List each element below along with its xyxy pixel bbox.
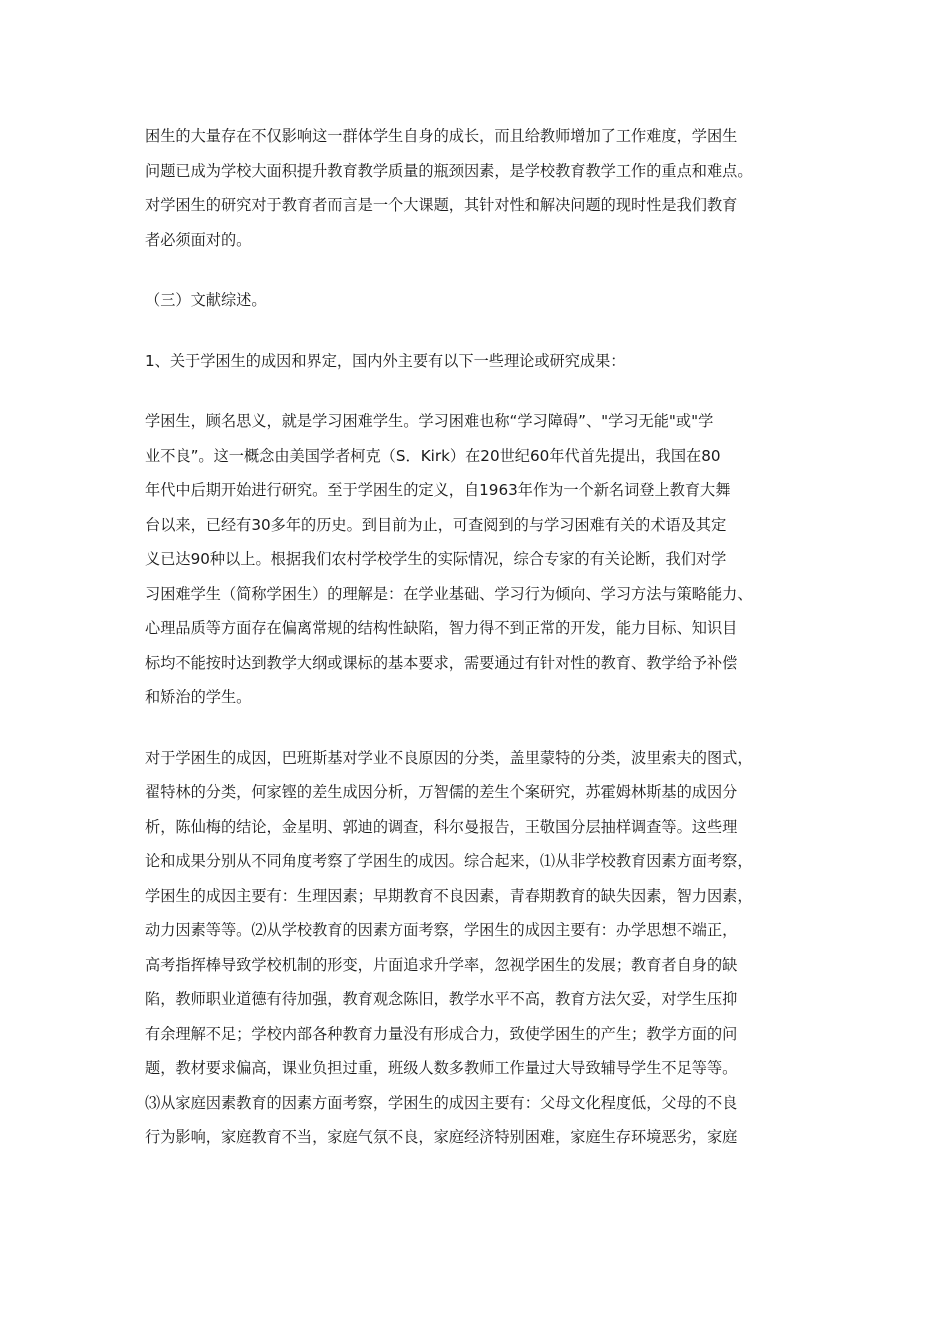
text-line: （三）文献综述。: [145, 291, 267, 309]
text-line: 问题已成为学校大面积提升教育教学质量的瓶颈因素，是学校教育教学工作的重点和难点。: [145, 161, 753, 180]
text-line: 对学困生的研究对于教育者而言是一个大课题，其针对性和解决问题的现时性是我们教育: [145, 196, 738, 214]
text-line: 论和成果分别从不同角度考察了学困生的成因。综合起来，⑴从非学校教育因素方面考察，: [145, 852, 753, 870]
paragraph: [145, 283, 807, 318]
text-line: 翟特林的分类，何家铿的差生成因分析，万智儒的差生个案研究，苏霍姆林斯基的成因分: [145, 783, 738, 801]
text-line: 学困生的成因主要有：生理因素；早期教育不良因素，青春期教育的缺失因素，智力因素，: [145, 886, 753, 905]
text-line: 义已达90种以上。根据我们农村学校学生的实际情况，综合专家的有关论断，我们对学: [145, 550, 727, 568]
text-line: 陷，教师职业道德有待加强，教育观念陈旧，教学水平不高，教育方法欠妥，对学生压抑: [145, 990, 738, 1008]
text-line: ⑶从家庭因素教育的因素方面考察，学困生的成因主要有：父母文化程度低，父母的不良: [145, 1093, 738, 1112]
text-line: 习困难学生（简称学困生）的理解是：在学业基础、学习行为倾向、学习方法与策略能力、: [145, 584, 753, 603]
paragraph: [145, 119, 807, 257]
text-line: 台以来，已经有30多年的历史。到目前为止，可查阅到的与学习困难有关的术语及其定: [145, 515, 727, 534]
text-line: 年代中后期开始进行研究。至于学困生的定义，自1963年作为一个新名词登上教育大舞: [145, 481, 731, 499]
text-line: 学困生，顾名思义，就是学习困难学生。学习困难也称“学习障碍”、"学习无能"或"学: [145, 412, 714, 430]
text-line: 行为影响，家庭教育不当，家庭气氛不良，家庭经济特别困难，家庭生存环境恶劣，家庭: [145, 1128, 738, 1146]
document-page: [145, 119, 807, 1181]
paragraph: [145, 344, 807, 379]
text-line: 析，陈仙梅的结论，金星明、郭迪的调查，科尔曼报告，王敬国分层抽样调查等。这些理: [145, 817, 738, 836]
text-line: 高考指挥棒导致学校机制的形变，片面追求升学率，忽视学困生的发展；教育者自身的缺: [145, 955, 738, 974]
text-line: 题，教材要求偏高，课业负担过重，班级人数多教师工作量过大导致辅导学生不足等等。: [145, 1059, 738, 1077]
text-line: 业不良”。这一概念由美国学者柯克（S．Kirk）在20世纪60年代首先提出，我国在80: [145, 446, 721, 465]
text-line: 心理品质等方面存在偏离常规的结构性缺陷，智力得不到正常的开发，能力目标、知识目: [145, 619, 738, 637]
text-line: 和矫治的学生。: [145, 688, 252, 706]
text-line: 标均不能按时达到教学大纲或课标的基本要求，需要通过有针对性的教育、教学给予补偿: [145, 653, 738, 672]
text-line: 对于学困生的成因，巴班斯基对学业不良原因的分类，盖里蒙特的分类，波里索夫的图式，: [145, 748, 753, 767]
text-line: 者必须面对的。: [145, 230, 252, 249]
text-line: 1、关于学困生的成因和界定，国内外主要有以下一些理论或研究成果：: [145, 351, 626, 370]
paragraph: [145, 404, 807, 715]
text-line: 动力因素等等。⑵从学校教育的因素方面考察，学困生的成因主要有：办学思想不端正，: [145, 921, 738, 939]
paragraph: [145, 741, 807, 1155]
text-line: 有余理解不足；学校内部各种教育力量没有形成合力，致使学困生的产生；教学方面的问: [145, 1024, 738, 1043]
text-line: 困生的大量存在不仅影响这一群体学生自身的成长，而且给教师增加了工作难度，学困生: [145, 127, 738, 145]
